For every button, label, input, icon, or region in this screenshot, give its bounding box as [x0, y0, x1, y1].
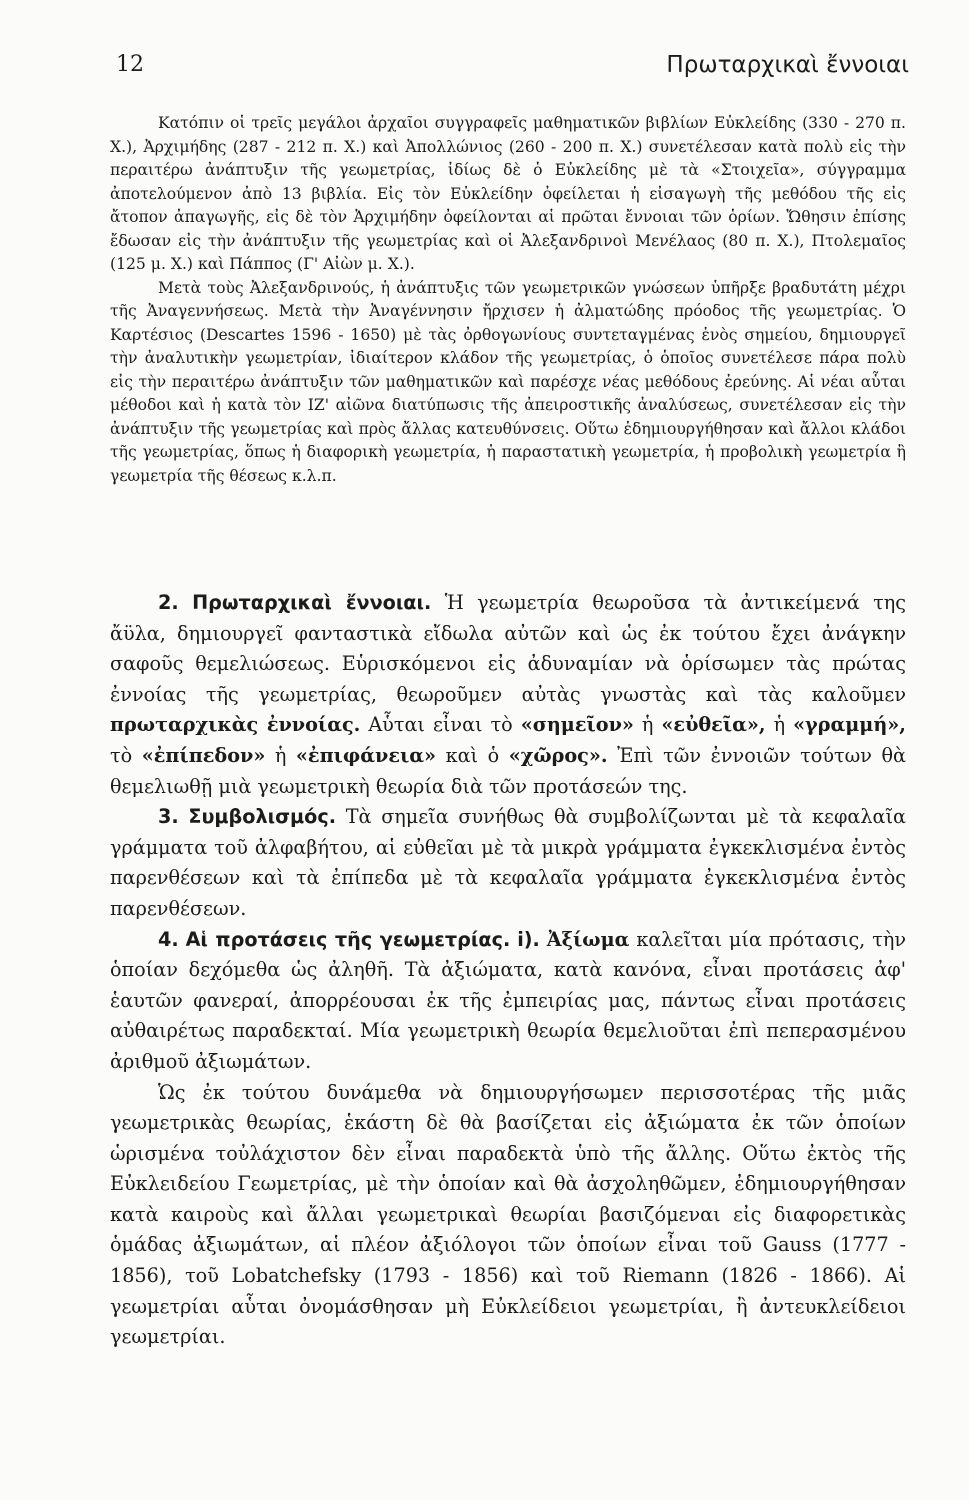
running-title: Πρωταρχικαὶ ἔννοιαι [666, 52, 909, 78]
section-4-number: 4. [158, 927, 179, 951]
term-plane: «ἐπίπεδον» [141, 743, 266, 767]
term-point: «σημεῖον» [520, 713, 634, 737]
term-space: «χῶρος». [508, 743, 608, 767]
main-block [110, 588, 906, 1353]
intro-block [110, 112, 906, 488]
section-4-sub: i). [517, 927, 540, 951]
sep-5: καὶ ὁ [445, 743, 500, 767]
section-3-paragraph [110, 802, 906, 924]
section-4-paragraph [110, 925, 906, 1078]
section-2-title: Πρωταρχικαὶ ἔννοιαι. [192, 591, 432, 614]
page-number: 12 [116, 52, 144, 77]
term-curve: «γραμμή», [793, 713, 906, 737]
section-3-title: Συμβολισμός. [188, 805, 336, 829]
section-2-text-b: Αὗται εἶναι τὸ [368, 713, 513, 737]
sep-3: τὸ [110, 743, 133, 767]
section-2-paragraph [110, 588, 906, 802]
term-surface: «ἐπιφάνεια» [295, 743, 437, 767]
sep-2: ἡ [773, 713, 786, 737]
term-line: «εὐθεῖα», [661, 713, 766, 737]
sep-1: ἡ [641, 713, 654, 737]
term-primary-concepts: πρωταρχικὰς ἐννοίας. [110, 713, 361, 737]
section-4-text-a: καλεῖται μία πρότασις, τὴν ὁποίαν δεχόμεθα ὡς ἀληθῆ. Τὰ ἀξιώματα, κατὰ κανόνα, εἶναι προτάσεις ἀφ' ἑαυτῶν φανεραί, ἀπορρέουσαι ἐκ τῆς ἐμπειρίας μας, πάντως εἶναι προτάσεις αὐθαιρέτως παραδεκταί. Μία γεωμετρικὴ θεωρία θεμελιοῦται ἐπὶ πεπερασμένου ἀριθμοῦ ἀξιωμάτων. [110, 927, 906, 1073]
sep-4: ἡ [274, 743, 287, 767]
section-4-paragraph-2: Ὡς ἐκ τούτου δυνάμεθα νὰ δημιουργήσωμεν περισσοτέρας τῆς μιᾶς γεωμετρικὰς θεωρίας, ἑκάστη δὲ θὰ βασίζεται εἰς ἀξιώματα ἐκ τῶν ὁποίων ὡρισμένα τοὐλάχιστον δὲν εἶναι παραδεκτὰ ὑπὸ τῆς ἄλλης. Οὕτω ἐκτὸς τῆς Εὐκλειδείου Γεωμετρίας, μὲ τὴν ὁποίαν καὶ θὰ ἀσχοληθῶμεν, ἐδημιουργήθησαν κατὰ καιροὺς καὶ ἄλλαι γεωμετρικαὶ θεωρίαι βασιζόμεναι εἰς διαφορετικὰς ὁμάδας ἀξιωμάτων, αἱ πλέον ἀξιόλογοι τῶν ὁποίων εἶναι τοῦ Gauss (1777 - 1856), τοῦ Lobatchefsky (1793 - 1856) καὶ τοῦ Riemann (1826 - 1866). Αἱ γεωμετρίαι αὗται ὀνομάσθησαν μὴ Εὐκλείδειοι γεωμετρίαι, ἢ ἀντευκλείδειοι γεωμετρίαι. [110, 1080, 906, 1349]
section-4-title: Αἱ προτάσεις τῆς γεωμετρίας. [185, 927, 511, 951]
section-3-number: 3. [158, 805, 179, 829]
intro-paragraph-1: Κατόπιν οἱ τρεῖς μεγάλοι ἀρχαῖοι συγγραφεῖς μαθηματικῶν βιβλίων Εὐκλείδης (330 - 270 π. Χ.), Ἀρχιμήδης (287 - 212 π. Χ.) καὶ Ἀπολλώνιος (260 - 200 π. Χ.) συνετέλεσαν κατὰ πολὺ εἰς τὴν περαιτέρω ἀνάπτυξιν τῆς γεωμετρίας, ἰδίως δὲ ὁ Εὐκλείδης μὲ τὰ «Στοιχεῖα», σύγγραμμα ἀποτελούμενον ἀπὸ 13 βιβλία. Εἰς τὸν Εὐκλείδην ὀφείλεται ἡ εἰσαγωγὴ τῆς μεθόδου τῆς εἰς ἄτοπον ἀπαγωγῆς, εἰς δὲ τὸν Ἀρχιμήδην ὀφείλονται αἱ πρῶται ἔννοιαι τῶν ὁρίων. Ὤθησιν ἐπίσης ἔδωσαν εἰς τὴν ἀνάπτυξιν τῆς γεωμετρίας καὶ οἱ Ἀλεξανδρινοὶ Μενέλαος (80 π. Χ.), Πτολεμαῖος (125 μ. Χ.) καὶ Πάππος (Γ' Αἰὼν μ. Χ.). [110, 114, 906, 273]
intro-paragraph-2: Μετὰ τοὺς Ἀλεξανδρινούς, ἡ ἀνάπτυξις τῶν γεωμετρικῶν γνώσεων ὑπῆρξε βραδυτάτη μέχρι τῆς Ἀναγεννήσεως. Μετὰ τὴν Ἀναγέννησιν ἤρχισεν ἡ ἀλματώδης πρόοδος τῆς γεωμετρίας. Ὁ Καρτέσιος (Descartes 1596 - 1650) μὲ τὰς ὀρθογωνίους συντεταγμένας ἑνὸς σημείου, δημιουργεῖ τὴν ἀναλυτικὴν γεωμετρίαν, ἰδιαίτερον κλάδον τῆς γεωμετρίας, ὁ ὁποῖος συνετέλεσε πάρα πολὺ εἰς τὴν περαιτέρω ἀνάπτυξιν τῶν μαθηματικῶν καὶ παρέσχε νέας μεθόδους ἐρεύνης. Αἱ νέαι αὗται μέθοδοι καὶ ἡ κατὰ τὸν ΙΖ' αἰῶνα διατύπωσις τῆς ἀπειροστικῆς ἀναλύσεως, συνετέλεσαν εἰς τὴν ἀνάπτυξιν τῆς γεωμετρίας καὶ πρὸς ἄλλας κατευθύνσεις. Οὕτω ἐδημιουργήθησαν καὶ ἄλλοι κλάδοι τῆς γεωμετρίας, ὅπως ἡ διαφορικὴ γεωμετρία, ἡ παραστατικὴ γεωμετρία, ἡ προβολικὴ γεωμετρία ἢ γεωμετρία τῆς θέσεως κ.λ.π. [110, 278, 906, 485]
section-2-text-c: Ἐπὶ τῶν ἐννοιῶν τούτων θὰ θεμελιωθῇ μιὰ γεωμετρικὴ θεωρία διὰ τῶν προτάσεών της. [110, 743, 906, 798]
section-3-text: Τὰ σημεῖα συνήθως θὰ συμβολίζωνται μὲ τὰ κεφαλαῖα γράμματα τοῦ ἀλφαβήτου, αἱ εὐθεῖαι μὲ τὰ μικρὰ γράμματα ἐγκεκλισμένα ἐντὸς παρενθέσεων καὶ τὰ ἐπίπεδα μὲ τὰ κεφαλαῖα γράμματα ἐγκεκλισμένα ἐντὸς παρενθέσεων. [110, 805, 906, 920]
section-2-text-a: Ἡ γεωμετρία θεωροῦσα τὰ ἀντικείμενά της ἄϋλα, δημιουργεῖ φανταστικὰ εἴδωλα αὐτῶν καὶ ὡς ἐκ τούτου ἔχει ἀνάγκην σαφοῦς θεμελιώσεως. Εὑρισκόμενοι εἰς ἀδυναμίαν νὰ ὁρίσωμεν τὰς πρώτας ἐννοίας τῆς γεωμετρίας, θεωροῦμεν αὐτὰς γνωστὰς καὶ τὰς καλοῦμεν [110, 591, 906, 706]
term-axiom: Ἀξίωμα [546, 927, 630, 951]
section-2-number: 2. [158, 591, 179, 614]
page-header [110, 52, 909, 92]
